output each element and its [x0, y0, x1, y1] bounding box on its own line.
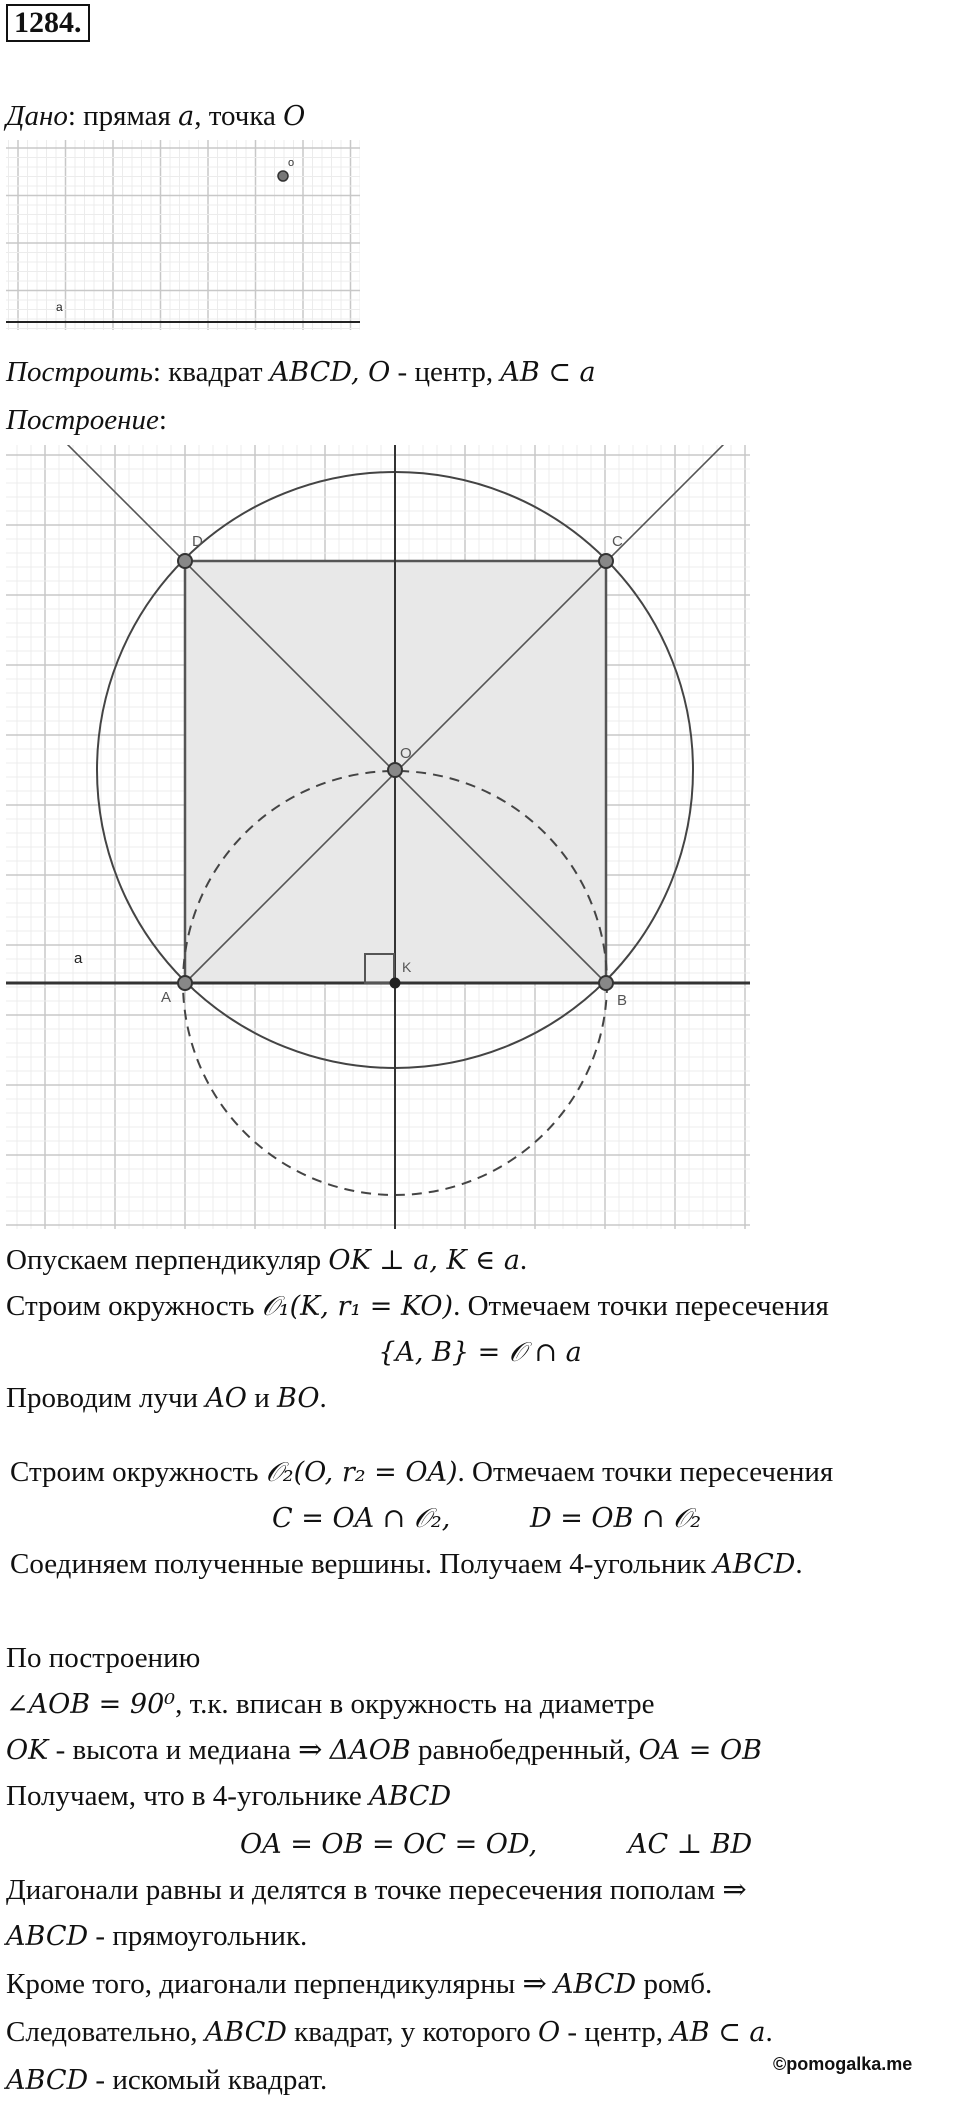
proof-line-3	[6, 1778, 451, 1815]
given-point-o: O	[283, 101, 306, 132]
construct-expr: AB ⊂ a	[500, 357, 596, 388]
step-2-text: Строим окружность	[6, 1290, 262, 1322]
point-k	[390, 978, 400, 988]
given-line-a-label: a	[56, 300, 63, 314]
given-line	[6, 98, 305, 135]
proof-line-7-text: Кроме того, диагонали перпендикулярны ⇒	[6, 1968, 555, 2000]
proof-formula-1	[240, 1826, 537, 1863]
proof-line-8-end: .	[765, 2016, 773, 2048]
given-line-a: a	[178, 101, 195, 132]
label-o: O	[400, 745, 412, 762]
proof-line-8-text: Следовательно,	[6, 2016, 205, 2048]
proof-line-8-text2: квадрат, у которого	[286, 2016, 539, 2048]
watermark: ©pomogalka.me	[773, 2054, 913, 2074]
step-4-math: 𝒪₂(O, r₂ = OA)	[265, 1457, 458, 1488]
construct-text: : квадрат	[152, 356, 270, 388]
step-1-end: .	[519, 1244, 528, 1276]
proof-line-5	[6, 1872, 747, 1908]
step-3	[6, 1380, 327, 1417]
step-1-text: Опускаем перпендикуляр	[6, 1244, 329, 1276]
proof-line-1	[6, 1686, 654, 1723]
proof-intro-text: По построению	[6, 1642, 201, 1674]
proof-line-8-ab-in-a: AB ⊂ a	[670, 2017, 766, 2048]
given-text: : прямая	[67, 100, 179, 132]
problem-number: 1284.	[6, 4, 90, 42]
proof-line-2-text2: равнобедренный,	[410, 1734, 639, 1766]
step-1-math: OK ⊥ a, K ∈ a	[328, 1245, 520, 1276]
proof-line-9	[6, 2062, 327, 2099]
proof-line-7-math: ABCD	[554, 1969, 637, 2000]
step-3-end: .	[319, 1382, 327, 1414]
proof-line-8-abcd: ABCD	[204, 2017, 287, 2048]
given-point-o-label: o	[288, 157, 295, 169]
step-2-math: 𝒪₁(K, r₁ = KO)	[261, 1291, 454, 1322]
proof-line-6-math: ABCD	[6, 1921, 89, 1952]
proof-line-5-text: Диагонали равны и делятся в точке пересечения пополам ⇒	[6, 1874, 747, 1906]
step-2-formula-text: {A, B} = 𝒪 ∩ a	[378, 1337, 582, 1368]
point-c	[599, 554, 613, 568]
step-5	[10, 1546, 803, 1583]
step-3-ray-ao: AO	[205, 1383, 247, 1414]
point-b	[599, 976, 613, 990]
given-figure	[6, 140, 360, 330]
given-mid: , точка	[194, 100, 284, 132]
label-b: B	[617, 992, 628, 1009]
construction-colon: :	[158, 404, 167, 436]
line-a-label: a	[74, 950, 83, 967]
given-label: Дано	[6, 100, 68, 132]
step-4-formula-2	[530, 1500, 701, 1537]
proof-oa-ob: OA = OB	[638, 1735, 762, 1766]
step-3-text: Проводим лучи	[6, 1382, 206, 1414]
label-a: A	[161, 989, 172, 1006]
step-2-formula	[0, 1334, 960, 1371]
given-point-o-dot	[278, 171, 288, 181]
proof-line-8-o: O	[538, 2017, 561, 2048]
step-4-formula-c: C = OA ∩ 𝒪₂,	[272, 1503, 451, 1534]
label-d: D	[192, 533, 203, 550]
proof-line-6	[6, 1918, 307, 1955]
step-4-text: Строим окружность	[10, 1456, 266, 1488]
construct-line	[6, 354, 596, 391]
construct-abcd: ABCD, O	[269, 357, 391, 388]
construction-label: Построение	[6, 404, 159, 436]
proof-line-1-text: , т.к. вписан в окружность на диаметре	[175, 1688, 655, 1720]
step-2	[6, 1288, 829, 1325]
proof-line-9-text: - искомый квадрат.	[88, 2064, 328, 2096]
proof-line-7-text2: ромб.	[636, 1968, 713, 2000]
point-o	[388, 763, 402, 777]
step-5-text: Соединяем полученные вершины. Получаем 4-угольник	[10, 1548, 714, 1580]
step-3-and: и	[246, 1382, 277, 1414]
point-d	[178, 554, 192, 568]
proof-line-2-text: - высота и медиана ⇒	[48, 1734, 330, 1766]
proof-line-8-text3: - центр,	[560, 2016, 671, 2048]
step-4-formula-d: D = OB ∩ 𝒪₂	[530, 1503, 702, 1534]
proof-line-2	[6, 1732, 762, 1769]
step-4-formula-1	[272, 1500, 450, 1537]
proof-formula-2	[628, 1826, 752, 1863]
label-c: C	[612, 533, 623, 550]
proof-line-3-math: ABCD	[368, 1781, 452, 1812]
step-1	[6, 1242, 527, 1279]
proof-equal-radii: OA = OB = OC = OD,	[240, 1829, 538, 1860]
proof-line-7	[6, 1966, 712, 2003]
proof-line-9-math: ABCD	[6, 2065, 89, 2096]
proof-line-3-text: Получаем, что в 4-угольнике	[6, 1780, 369, 1812]
step-4	[10, 1454, 833, 1491]
proof-line-8	[6, 2014, 773, 2051]
label-k: K	[402, 959, 412, 975]
proof-angle-aob: ∠AOB = 90⁰	[6, 1689, 176, 1720]
proof-perpendicular-diagonals: AC ⊥ BD	[628, 1829, 753, 1860]
construction-heading	[6, 402, 167, 438]
construct-mid: - центр,	[390, 356, 501, 388]
step-4-end: . Отмечаем точки пересечения	[457, 1456, 834, 1488]
construct-label: Построить	[6, 356, 153, 388]
step-5-math: ABCD	[713, 1549, 796, 1580]
proof-intro	[6, 1640, 200, 1676]
step-5-end: .	[795, 1548, 803, 1580]
proof-triangle-aob: ΔAOB	[329, 1735, 411, 1766]
construction-figure	[6, 445, 750, 1229]
proof-line-6-text: - прямоугольник.	[88, 1920, 308, 1952]
step-3-ray-bo: BO	[276, 1383, 320, 1414]
proof-ok: OK	[6, 1735, 49, 1766]
point-a	[178, 976, 192, 990]
step-2-end: . Отмечаем точки пересечения	[453, 1290, 829, 1322]
